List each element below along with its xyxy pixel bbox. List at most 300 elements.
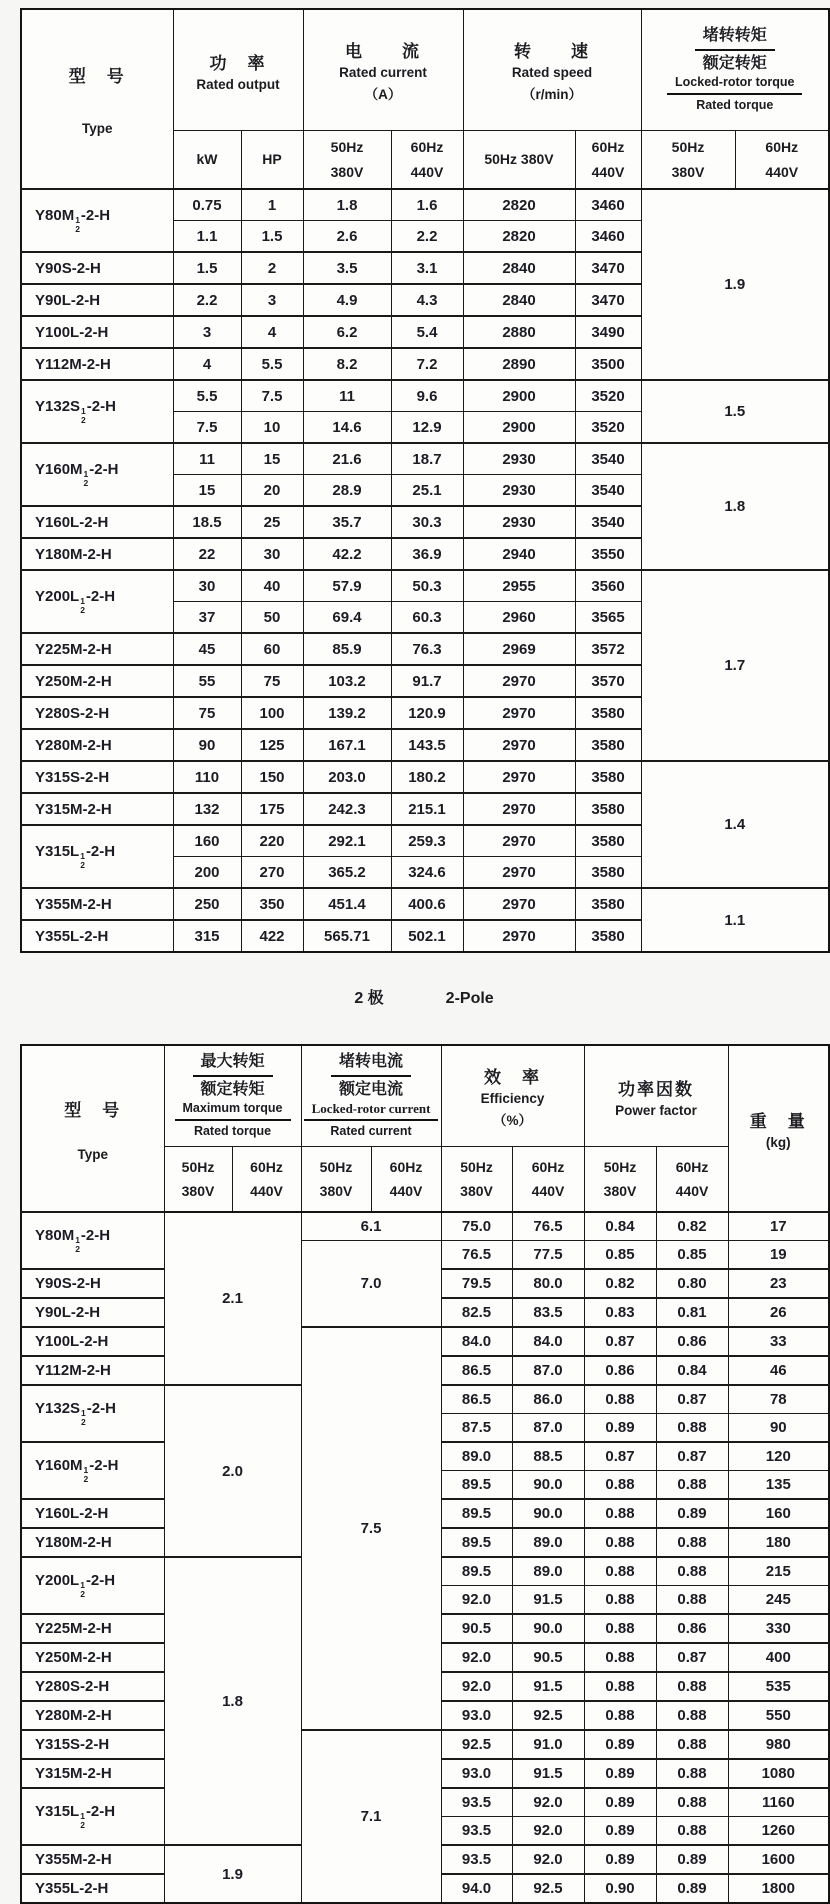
- lrc-zh-denominator: 额定电流: [339, 1081, 404, 1099]
- value-cell: 90.0: [512, 1471, 584, 1500]
- value-cell: 110: [173, 761, 241, 793]
- max-torque-en-denominator: Rated torque: [193, 1124, 272, 1138]
- value-cell: 2840: [463, 284, 575, 316]
- value-cell: 0.89: [584, 1817, 656, 1846]
- value-cell: 92.0: [441, 1672, 512, 1701]
- value-cell: 167.1: [303, 729, 391, 761]
- value-cell: 5.5: [173, 380, 241, 412]
- value-cell: 365.2: [303, 857, 391, 889]
- value-cell: 350: [241, 888, 303, 920]
- frequency-subheader-cell: 50Hz 380V: [641, 131, 735, 190]
- value-cell: 20: [241, 475, 303, 507]
- value-cell: 220: [241, 825, 303, 857]
- lrc-zh-numerator: 堵转电流: [331, 1052, 411, 1077]
- value-cell: 22: [173, 538, 241, 570]
- pole-caption: [20, 985, 828, 1008]
- lrc-en-denominator: Rated current: [330, 1124, 412, 1139]
- value-cell: 0.86: [584, 1356, 656, 1385]
- value-cell: 33: [728, 1327, 829, 1356]
- value-cell: 0.75: [173, 189, 241, 221]
- value-cell: 330: [728, 1614, 829, 1643]
- value-cell: 0.88: [656, 1557, 728, 1586]
- type-header: [21, 1045, 164, 1212]
- stacked-variant-index: 1 2: [80, 851, 85, 870]
- value-cell: 17: [728, 1212, 829, 1241]
- type-header-en: Type: [77, 1146, 108, 1162]
- value-cell: 92.5: [441, 1730, 512, 1759]
- value-cell: 87.0: [512, 1414, 584, 1443]
- value-cell: 2930: [463, 506, 575, 538]
- value-cell: 93.5: [441, 1817, 512, 1846]
- value-cell: 86.0: [512, 1385, 584, 1414]
- value-cell: 11: [173, 443, 241, 475]
- value-cell: 535: [728, 1672, 829, 1701]
- value-cell: 60.3: [391, 602, 463, 634]
- frequency-subheader-cell: 60Hz 440V: [391, 131, 463, 190]
- value-cell: 78: [728, 1385, 829, 1414]
- value-cell: 400.6: [391, 888, 463, 920]
- value-cell: 87.0: [512, 1356, 584, 1385]
- value-cell: 11: [303, 380, 391, 412]
- frequency-subheader-cell: 50Hz 380V: [463, 131, 575, 190]
- value-cell: 0.86: [656, 1614, 728, 1643]
- value-cell: 0.89: [656, 1499, 728, 1528]
- value-cell: 2970: [463, 761, 575, 793]
- value-cell: 0.88: [584, 1499, 656, 1528]
- motor-type-cell: Y315M-2-H: [21, 793, 173, 825]
- rated-current-unit: （A）: [364, 87, 402, 102]
- type-header-zh: 型 号: [64, 1100, 122, 1120]
- motor-type-cell: Y250M-2-H: [21, 1643, 164, 1672]
- value-cell: 4: [173, 348, 241, 380]
- value-cell: 132: [173, 793, 241, 825]
- value-cell: 93.0: [441, 1701, 512, 1730]
- value-cell: 30: [173, 570, 241, 602]
- value-cell: 0.89: [584, 1414, 656, 1443]
- value-cell: 0.85: [656, 1241, 728, 1270]
- ratings-table: [20, 8, 830, 953]
- value-cell: 50: [241, 602, 303, 634]
- motor-type-cell: Y280S-2-H: [21, 697, 173, 729]
- value-cell: 2955: [463, 570, 575, 602]
- frequency-subheader-cell: 60Hz 440V: [371, 1147, 441, 1213]
- value-cell: 3520: [575, 380, 641, 412]
- value-cell: 93.0: [441, 1759, 512, 1788]
- frequency-subheader-cell: 50Hz 380V: [301, 1147, 371, 1213]
- value-cell: 91.7: [391, 665, 463, 697]
- value-cell: 7.5: [241, 380, 303, 412]
- value-cell: 91.5: [512, 1586, 584, 1615]
- value-cell: 1800: [728, 1874, 829, 1903]
- value-cell: 91.5: [512, 1672, 584, 1701]
- lrc-en-numerator: Locked-rotor current: [304, 1101, 439, 1121]
- merged-value-cell: 1.1: [641, 888, 829, 952]
- power-factor-header-zh: 功率因数: [618, 1079, 695, 1099]
- table-row: [21, 1730, 829, 1759]
- value-cell: 1: [241, 189, 303, 221]
- rated-current-header-zh: 电 流: [345, 42, 421, 61]
- merged-value-cell: 1.9: [164, 1845, 301, 1903]
- value-cell: 160: [728, 1499, 829, 1528]
- value-cell: 2940: [463, 538, 575, 570]
- value-cell: 3: [241, 284, 303, 316]
- value-cell: 4.9: [303, 284, 391, 316]
- value-cell: 75.0: [441, 1212, 512, 1241]
- value-cell: 86.5: [441, 1385, 512, 1414]
- merged-value-cell: 1.5: [641, 380, 829, 443]
- value-cell: 45: [173, 633, 241, 665]
- value-cell: 92.0: [512, 1788, 584, 1817]
- weight-header-zh: 重 量: [749, 1112, 807, 1131]
- motor-type-cell: Y315S-2-H: [21, 761, 173, 793]
- value-cell: 3470: [575, 252, 641, 284]
- merged-value-cell: 1.4: [641, 761, 829, 888]
- value-cell: 10: [241, 412, 303, 444]
- weight-unit: (kg): [765, 1135, 791, 1150]
- value-cell: 8.2: [303, 348, 391, 380]
- value-cell: 3580: [575, 825, 641, 857]
- value-cell: 3580: [575, 761, 641, 793]
- motor-type-cell: Y280S-2-H: [21, 1672, 164, 1701]
- frequency-subheader-cell: 50Hz 380V: [584, 1147, 656, 1213]
- value-cell: 242.3: [303, 793, 391, 825]
- value-cell: 0.88: [584, 1643, 656, 1672]
- motor-type-cell: Y200L 1 2 -2-H: [21, 1557, 164, 1614]
- value-cell: 0.88: [656, 1672, 728, 1701]
- value-cell: 2970: [463, 857, 575, 889]
- value-cell: 2930: [463, 475, 575, 507]
- value-cell: 80.0: [512, 1269, 584, 1298]
- value-cell: 14.6: [303, 412, 391, 444]
- value-cell: 50.3: [391, 570, 463, 602]
- motor-type-cell: Y355M-2-H: [21, 888, 173, 920]
- value-cell: 1.5: [241, 221, 303, 253]
- value-cell: 93.5: [441, 1845, 512, 1874]
- value-cell: 76.5: [441, 1241, 512, 1270]
- frequency-subheader-cell: 60Hz 440V: [232, 1147, 301, 1213]
- value-cell: 150: [241, 761, 303, 793]
- frequency-subheader-cell: 60Hz 440V: [575, 131, 641, 190]
- value-cell: 57.9: [303, 570, 391, 602]
- value-cell: 94.0: [441, 1874, 512, 1903]
- torque-ratio-zh-numerator: 堵转转矩: [695, 26, 775, 51]
- rated-speed-unit: （r/min）: [521, 87, 582, 102]
- value-cell: 1260: [728, 1817, 829, 1846]
- value-cell: 143.5: [391, 729, 463, 761]
- value-cell: 82.5: [441, 1298, 512, 1327]
- merged-value-cell: 1.7: [641, 570, 829, 761]
- value-cell: 90.5: [441, 1614, 512, 1643]
- rated-current-header: [303, 9, 463, 131]
- stacked-variant-index: 1 2: [81, 406, 86, 425]
- merged-value-cell: 1.9: [641, 189, 829, 380]
- value-cell: 3550: [575, 538, 641, 570]
- motor-type-cell: Y132S 1 2 -2-H: [21, 1385, 164, 1442]
- value-cell: 0.89: [656, 1874, 728, 1903]
- value-cell: 0.90: [584, 1874, 656, 1903]
- motor-type-cell: Y280M-2-H: [21, 1701, 164, 1730]
- value-cell: 0.88: [656, 1414, 728, 1443]
- merged-value-cell: 7.5: [301, 1327, 441, 1730]
- value-cell: 0.89: [584, 1845, 656, 1874]
- value-cell: 37: [173, 602, 241, 634]
- value-cell: 2.6: [303, 221, 391, 253]
- value-cell: 250: [173, 888, 241, 920]
- value-cell: 15: [241, 443, 303, 475]
- value-cell: 3540: [575, 506, 641, 538]
- table-row: [21, 443, 829, 475]
- value-cell: 93.5: [441, 1788, 512, 1817]
- value-cell: 92.0: [441, 1586, 512, 1615]
- value-cell: 3580: [575, 857, 641, 889]
- value-cell: 502.1: [391, 920, 463, 952]
- value-cell: 84.0: [512, 1327, 584, 1356]
- motor-type-cell: Y315L 1 2 -2-H: [21, 1788, 164, 1845]
- value-cell: 550: [728, 1701, 829, 1730]
- value-cell: 55: [173, 665, 241, 697]
- motor-type-cell: Y80M 1 2 -2-H: [21, 189, 173, 252]
- rated-output-header-en: Rated output: [196, 76, 280, 92]
- motor-type-cell: Y160M 1 2 -2-H: [21, 443, 173, 506]
- value-cell: 0.82: [584, 1269, 656, 1298]
- motor-type-cell: Y160M 1 2 -2-H: [21, 1442, 164, 1499]
- motor-type-cell: Y160L-2-H: [21, 506, 173, 538]
- value-cell: 25: [241, 506, 303, 538]
- value-cell: 84.0: [441, 1327, 512, 1356]
- power-factor-header-en: Power factor: [615, 1102, 697, 1118]
- value-cell: 3580: [575, 697, 641, 729]
- table-row: [21, 380, 829, 412]
- value-cell: 200: [173, 857, 241, 889]
- motor-type-cell: Y180M-2-H: [21, 1528, 164, 1557]
- frequency-subheader-cell: 50Hz 380V: [164, 1147, 232, 1213]
- value-cell: 92.5: [512, 1874, 584, 1903]
- value-cell: 0.88: [584, 1586, 656, 1615]
- value-cell: 36.9: [391, 538, 463, 570]
- motor-type-cell: Y112M-2-H: [21, 1356, 164, 1385]
- value-cell: 175: [241, 793, 303, 825]
- frequency-subheader-cell: HP: [241, 131, 303, 190]
- efficiency-header-en: Efficiency: [480, 1091, 545, 1106]
- value-cell: 0.82: [656, 1212, 728, 1241]
- motor-type-cell: Y90L-2-H: [21, 284, 173, 316]
- stacked-variant-index: 1 2: [80, 1580, 85, 1599]
- value-cell: 259.3: [391, 825, 463, 857]
- value-cell: 0.88: [656, 1471, 728, 1500]
- motor-type-cell: Y100L-2-H: [21, 1327, 164, 1356]
- value-cell: 139.2: [303, 697, 391, 729]
- value-cell: 0.88: [656, 1817, 728, 1846]
- motor-type-cell: Y112M-2-H: [21, 348, 173, 380]
- value-cell: 565.71: [303, 920, 391, 952]
- value-cell: 7.5: [173, 412, 241, 444]
- value-cell: 3490: [575, 316, 641, 348]
- value-cell: 3460: [575, 189, 641, 221]
- value-cell: 203.0: [303, 761, 391, 793]
- value-cell: 0.89: [584, 1759, 656, 1788]
- frequency-subheader-cell: 60Hz 440V: [656, 1147, 728, 1213]
- table-header-row: [21, 9, 829, 131]
- type-header-en: Type: [81, 121, 113, 136]
- value-cell: 91.5: [512, 1759, 584, 1788]
- value-cell: 0.88: [584, 1701, 656, 1730]
- value-cell: 12.9: [391, 412, 463, 444]
- value-cell: 26: [728, 1298, 829, 1327]
- value-cell: 19: [728, 1241, 829, 1270]
- value-cell: 92.0: [441, 1643, 512, 1672]
- value-cell: 90: [173, 729, 241, 761]
- frequency-subheader-cell: 60Hz 440V: [512, 1147, 584, 1213]
- rated-speed-header: [463, 9, 641, 131]
- value-cell: 1.8: [303, 189, 391, 221]
- value-cell: 2.2: [391, 221, 463, 253]
- motor-type-cell: Y90S-2-H: [21, 252, 173, 284]
- value-cell: 90.5: [512, 1643, 584, 1672]
- value-cell: 76.5: [512, 1212, 584, 1241]
- value-cell: 180.2: [391, 761, 463, 793]
- value-cell: 980: [728, 1730, 829, 1759]
- stacked-variant-index: 1 2: [81, 1408, 86, 1427]
- value-cell: 324.6: [391, 857, 463, 889]
- value-cell: 4.3: [391, 284, 463, 316]
- value-cell: 3580: [575, 888, 641, 920]
- value-cell: 1.6: [391, 189, 463, 221]
- efficiency-unit: （%）: [493, 1113, 533, 1128]
- value-cell: 292.1: [303, 825, 391, 857]
- value-cell: 75: [173, 697, 241, 729]
- value-cell: 9.6: [391, 380, 463, 412]
- value-cell: 2970: [463, 729, 575, 761]
- value-cell: 89.5: [441, 1528, 512, 1557]
- value-cell: 60: [241, 633, 303, 665]
- value-cell: 3565: [575, 602, 641, 634]
- table-header-row: [21, 1045, 829, 1147]
- value-cell: 270: [241, 857, 303, 889]
- value-cell: 3580: [575, 920, 641, 952]
- value-cell: 160: [173, 825, 241, 857]
- value-cell: 0.87: [656, 1442, 728, 1471]
- max-torque-ratio-header: [164, 1045, 301, 1147]
- value-cell: 69.4: [303, 602, 391, 634]
- motor-type-cell: Y225M-2-H: [21, 633, 173, 665]
- type-header: [21, 9, 173, 189]
- value-cell: 2970: [463, 920, 575, 952]
- value-cell: 46: [728, 1356, 829, 1385]
- locked-rotor-current-ratio-header: [301, 1045, 441, 1147]
- value-cell: 77.5: [512, 1241, 584, 1270]
- value-cell: 0.89: [584, 1730, 656, 1759]
- value-cell: 3470: [575, 284, 641, 316]
- table-row: [21, 761, 829, 793]
- motor-type-cell: Y100L-2-H: [21, 316, 173, 348]
- motor-type-cell: Y180M-2-H: [21, 538, 173, 570]
- value-cell: 3.1: [391, 252, 463, 284]
- value-cell: 7.2: [391, 348, 463, 380]
- value-cell: 6.2: [303, 316, 391, 348]
- value-cell: 0.88: [656, 1759, 728, 1788]
- merged-value-cell: 7.0: [301, 1241, 441, 1328]
- motor-type-cell: Y355M-2-H: [21, 1845, 164, 1874]
- rated-output-header: [173, 9, 303, 131]
- value-cell: 120.9: [391, 697, 463, 729]
- table-row: [21, 888, 829, 920]
- value-cell: 422: [241, 920, 303, 952]
- value-cell: 3520: [575, 412, 641, 444]
- value-cell: 103.2: [303, 665, 391, 697]
- value-cell: 3.5: [303, 252, 391, 284]
- value-cell: 2.2: [173, 284, 241, 316]
- value-cell: 4: [241, 316, 303, 348]
- value-cell: 120: [728, 1442, 829, 1471]
- value-cell: 18.5: [173, 506, 241, 538]
- power-factor-header: [584, 1045, 728, 1147]
- value-cell: 35.7: [303, 506, 391, 538]
- efficiency-header: [441, 1045, 584, 1147]
- value-cell: 0.88: [584, 1672, 656, 1701]
- value-cell: 215.1: [391, 793, 463, 825]
- value-cell: 92.0: [512, 1817, 584, 1846]
- value-cell: 0.87: [656, 1643, 728, 1672]
- merged-value-cell: 7.1: [301, 1730, 441, 1903]
- value-cell: 0.88: [584, 1471, 656, 1500]
- motor-type-cell: Y280M-2-H: [21, 729, 173, 761]
- value-cell: 2970: [463, 697, 575, 729]
- value-cell: 0.88: [656, 1528, 728, 1557]
- value-cell: 0.84: [584, 1212, 656, 1241]
- value-cell: 89.5: [441, 1557, 512, 1586]
- value-cell: 315: [173, 920, 241, 952]
- value-cell: 2820: [463, 189, 575, 221]
- motor-type-cell: Y315M-2-H: [21, 1759, 164, 1788]
- value-cell: 215: [728, 1557, 829, 1586]
- value-cell: 89.5: [441, 1499, 512, 1528]
- value-cell: 89.0: [441, 1442, 512, 1471]
- value-cell: 87.5: [441, 1414, 512, 1443]
- pole-caption-zh: 2 极: [354, 990, 384, 1007]
- value-cell: 0.87: [584, 1327, 656, 1356]
- value-cell: 0.88: [584, 1385, 656, 1414]
- value-cell: 3500: [575, 348, 641, 380]
- torque-ratio-zh-denominator: 额定转矩: [702, 55, 767, 73]
- table-row: [21, 1212, 829, 1241]
- rated-output-header-zh: 功 率: [209, 53, 267, 73]
- value-cell: 1.1: [173, 221, 241, 253]
- motor-type-cell: Y90S-2-H: [21, 1269, 164, 1298]
- value-cell: 15: [173, 475, 241, 507]
- value-cell: 3560: [575, 570, 641, 602]
- value-cell: 2930: [463, 443, 575, 475]
- efficiency-header-zh: 效 率: [484, 1068, 542, 1087]
- value-cell: 0.86: [656, 1327, 728, 1356]
- stacked-variant-index: 1 2: [75, 215, 80, 234]
- value-cell: 89.5: [441, 1471, 512, 1500]
- rated-speed-header-en: Rated speed: [511, 65, 593, 80]
- value-cell: 3460: [575, 221, 641, 253]
- value-cell: 100: [241, 697, 303, 729]
- value-cell: 83.5: [512, 1298, 584, 1327]
- value-cell: 21.6: [303, 443, 391, 475]
- value-cell: 135: [728, 1471, 829, 1500]
- frequency-subheader-cell: 50Hz 380V: [441, 1147, 512, 1213]
- torque-ratio-en-denominator: Rated torque: [696, 98, 774, 112]
- torque-ratio-en-numerator: Locked-rotor torque: [667, 75, 802, 95]
- value-cell: 1160: [728, 1788, 829, 1817]
- value-cell: 180: [728, 1528, 829, 1557]
- max-torque-en-numerator: Maximum torque: [175, 1101, 291, 1121]
- value-cell: 92.0: [512, 1845, 584, 1874]
- value-cell: 92.5: [512, 1701, 584, 1730]
- value-cell: 400: [728, 1643, 829, 1672]
